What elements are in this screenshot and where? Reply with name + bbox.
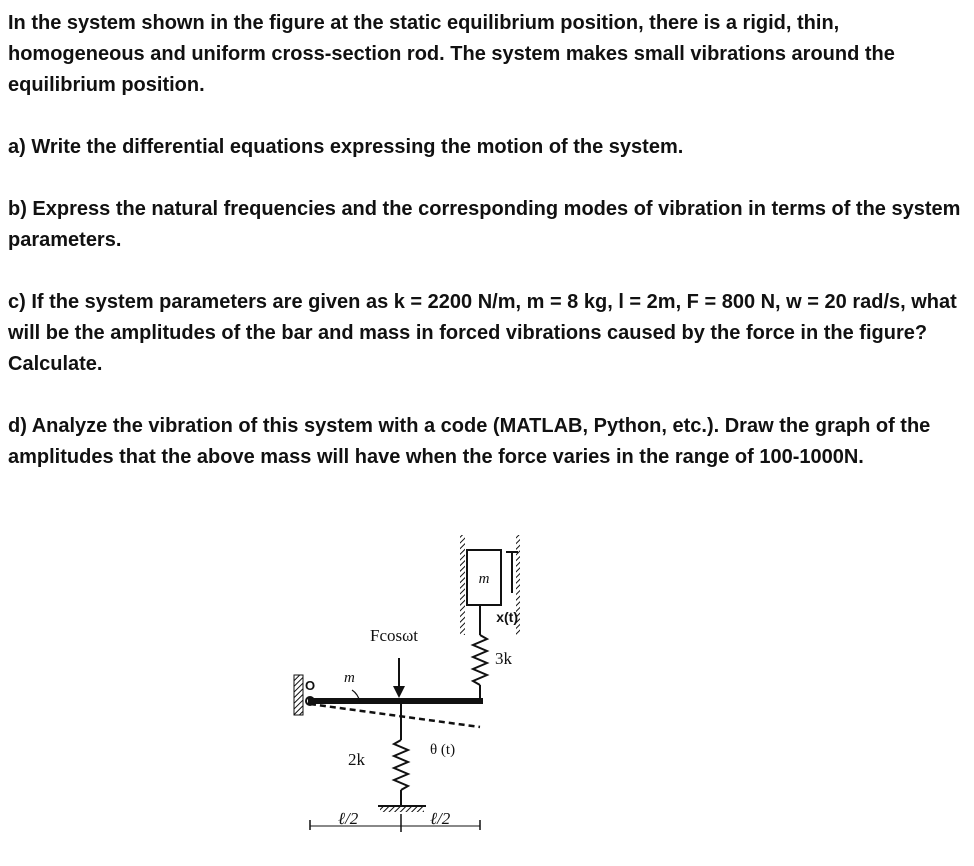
- upper-spring-label: 3k: [495, 649, 512, 668]
- question-b: b) Express the natural frequencies and the corresponding modes of vibration in terms of the system parameters.: [8, 198, 961, 251]
- lower-spring-coil: [394, 740, 408, 790]
- pivot-wall: [294, 675, 303, 715]
- left-guide-wall: [460, 535, 465, 635]
- upper-spring-coil: [473, 635, 487, 685]
- force-label: Fcosωt: [370, 626, 419, 645]
- question-a: a) Write the differential equations expressing the motion of the system.: [8, 136, 684, 158]
- left-length-label: ℓ/2: [338, 809, 359, 828]
- rigid-rod: [308, 698, 483, 704]
- question-d: d) Analyze the vibration of this system with a code (MATLAB, Python, etc.). Draw the graph of the amplitudes that the above mass will have when the force varies in the range of 100-1000N.: [8, 415, 931, 468]
- system-figure: [280, 530, 520, 855]
- displacement-label: x(t): [496, 609, 518, 625]
- rod-mass-label: m: [344, 670, 355, 686]
- rotation-label: θ (t): [430, 742, 456, 758]
- problem-intro: In the system shown in the figure at the static equilibrium position, there is a rigid, thin, homogeneous and uniform cross-section rod. The system makes small vibrations around the equilibrium position.: [8, 12, 895, 96]
- question-c: c) If the system parameters are given as k = 2200 N/m, m = 8 kg, l = 2m, F = 800 N, w = 20 rad/s, what will be the amplitudes of the bar and mass in forced vibrations caused by the force in the figure? Calculate.: [8, 291, 957, 375]
- mass-label: m: [478, 571, 490, 587]
- right-length-label: ℓ/2: [430, 809, 451, 828]
- pivot-label: O: [305, 678, 316, 693]
- problem-statement: [8, 8, 966, 473]
- lower-spring-label: 2k: [348, 750, 365, 769]
- rotated-rod-dashed: [310, 704, 480, 727]
- force-arrow-head: [393, 686, 405, 698]
